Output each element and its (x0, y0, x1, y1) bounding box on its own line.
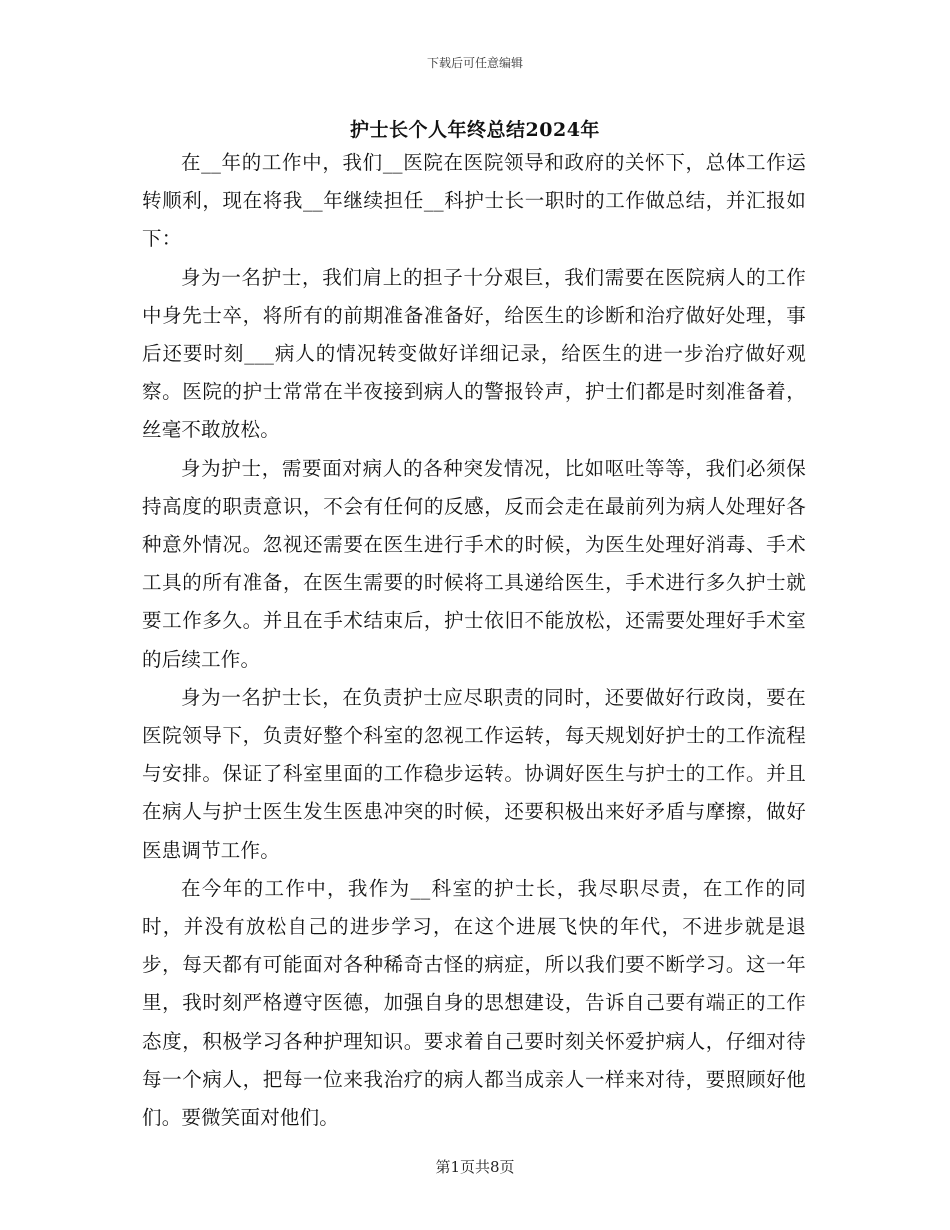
paragraph: 身为护士，需要面对病人的各种突发情况，比如呕吐等等，我们必须保持高度的职责意识，不会有任何的反感，反而会走在最前列为病人处理好各种意外情况。忽视还需要在医生进行手术的时候，为医生处理好消毒、手术工具的所有准备，在医生需要的时候将工具递给医生，手术进行多久护士就要工作多久。并且在手术结束后，护士依旧不能放松，还需要处理好手术室的后续工作。 (142, 456, 806, 671)
page-indicator: 第1页共8页 (435, 1158, 515, 1176)
header-note: 下载后可任意编辑 (426, 56, 523, 70)
paragraph: 身为一名护士，我们肩上的担子十分艰巨，我们需要在医院病人的工作中身先士卒，将所有的前期准备准备好，给医生的诊断和治疗做好处理，事后还要时刻___病人的情况转变做好详细记录，给医生的进一步治疗做好观察。医院的护士常常在半夜接到病人的警报铃声，护士们都是时刻准备着，丝毫不敢放松。 (142, 265, 806, 442)
document-title: 护士长个人年终总结2024年 (350, 119, 600, 141)
paragraph: 在今年的工作中，我作为__科室的护士长，我尽职尽责，在工作的同时，并没有放松自己的进步学习，在这个进展飞快的年代，不进步就是退步，每天都有可能面对各种稀奇古怪的病症，所以我们要不断学习。这一年里，我时刻严格遵守医德，加强自身的思想建设，告诉自己要有端正的工作态度，积极学习各种护理知识。要求着自己要时刻关怀爱护病人，仔细对待每一个病人，把每一位来我治疗的病人都当成亲人一样来对待，要照顾好他们。要微笑面对他们。 (142, 876, 806, 1130)
paragraph: 身为一名护士长，在负责护士应尽职责的同时，还要做好行政岗，要在医院领导下，负责好整个科室的忽视工作运转，每天规划好护士的工作流程与安排。保证了科室里面的工作稳步运转。协调好医生与护士的工作。并且在病人与护士医生发生医患冲突的时候，还要积极出来好矛盾与摩擦，做好医患调节工作。 (142, 685, 806, 862)
paragraph: 在__年的工作中，我们__医院在医院领导和政府的关怀下，总体工作运转顺利，现在将我__年继续担任__科护士长一职时的工作做总结，并汇报如下： (142, 151, 806, 251)
document-body (142, 144, 806, 1137)
